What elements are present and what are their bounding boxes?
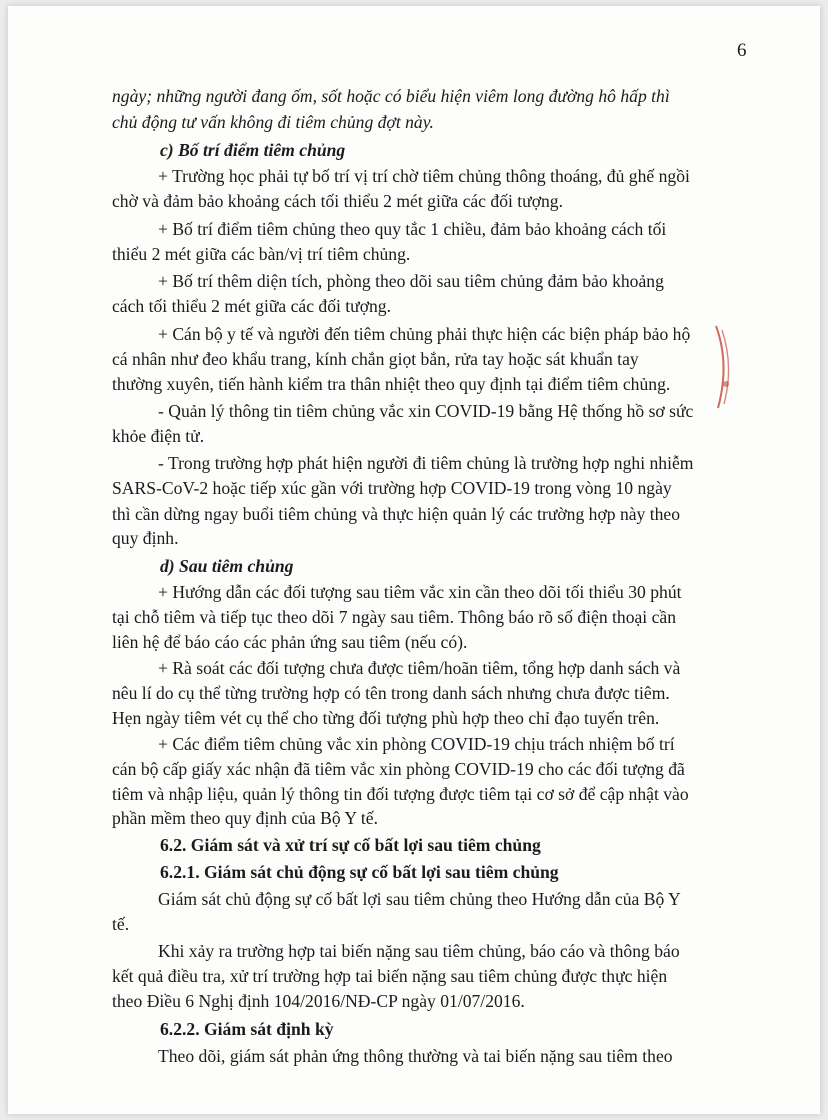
paragraph-line: quy định. (112, 528, 179, 548)
paragraph-line: - Trong trường hợp phát hiện người đi tiêm chủng là trường hợp nghi nhiễm (158, 453, 694, 473)
paragraph-line: SARS-CoV-2 hoặc tiếp xúc gần với trường hợp COVID-19 trong vòng 10 ngày (112, 478, 672, 498)
paragraph-line: Theo dõi, giám sát phản ứng thông thường và tai biến nặng sau tiêm theo (158, 1046, 673, 1066)
red-seal-stamp (712, 324, 734, 410)
paragraph-line: cán bộ cấp giấy xác nhận đã tiêm vắc xin phòng COVID-19 cho các đối tượng đã (112, 759, 685, 779)
paragraph-line: kết quả điều tra, xử trí trường hợp tai biến nặng sau tiêm chủng được thực hiện (112, 966, 668, 986)
paragraph-line: tế. (112, 914, 130, 934)
paragraph-line: thường xuyên, tiến hành kiểm tra thân nhiệt theo quy định tại điểm tiêm chủng. (112, 374, 671, 394)
subsection-heading: 6.2. Giám sát và xử trí sự cố bất lợi sau tiêm chủng (160, 835, 541, 855)
paragraph-line: Giám sát chủ động sự cố bất lợi sau tiêm chủng theo Hướng dẫn của Bộ Y (158, 889, 681, 909)
paragraph-line: Khi xảy ra trường hợp tai biến nặng sau tiêm chủng, báo cáo và thông báo (158, 941, 680, 961)
paragraph-line: ngày; những người đang ốm, sốt hoặc có biểu hiện viêm long đường hô hấp thì (112, 86, 670, 106)
paragraph-line: phần mềm theo quy định của Bộ Y tế. (112, 808, 378, 828)
paragraph-line: cách tối thiểu 2 mét giữa các đối tượng. (112, 296, 392, 316)
paragraph-line: + Cán bộ y tế và người đến tiêm chủng phải thực hiện các biện pháp bảo hộ (158, 324, 691, 344)
paragraph-line: khỏe điện tử. (112, 426, 205, 446)
subsection-heading: 6.2.1. Giám sát chủ động sự cố bất lợi sau tiêm chủng (160, 862, 559, 882)
paragraph-line: theo Điều 6 Nghị định 104/2016/NĐ-CP ngày 01/07/2016. (112, 991, 525, 1011)
paragraph-line: + Bố trí điểm tiêm chủng theo quy tắc 1 chiều, đảm bảo khoảng cách tối (158, 219, 667, 239)
paragraph-line: tại chỗ tiêm và tiếp tục theo dõi 7 ngày sau tiêm. Thông báo rõ số điện thoại cần (112, 607, 677, 627)
section-heading: c) Bố trí điểm tiêm chủng (160, 140, 346, 160)
paragraph-line: + Trường học phải tự bố trí vị trí chờ tiêm chủng thông thoáng, đủ ghế ngồi (158, 166, 690, 186)
paragraph-line: cá nhân như đeo khẩu trang, kính chắn giọt bắn, rửa tay hoặc sát khuẩn tay (112, 349, 639, 369)
paragraph-line: + Các điểm tiêm chủng vắc xin phòng COVID-19 chịu trách nhiệm bố trí (158, 734, 675, 754)
paragraph-line: chủ động tư vấn không đi tiêm chủng đợt này. (112, 112, 434, 132)
paragraph-line: tiêm và nhập liệu, quản lý thông tin đối tượng được tiêm tại cơ sở để cập nhật vào (112, 784, 689, 804)
paragraph-line: thì cần dừng ngay buổi tiêm chủng và thực hiện quản lý các trường hợp này theo (112, 504, 681, 524)
paragraph-line: + Bố trí thêm diện tích, phòng theo dõi sau tiêm chủng đảm bảo khoảng (158, 271, 664, 291)
subsection-heading: 6.2.2. Giám sát định kỳ (160, 1019, 334, 1039)
paragraph-line: nêu lí do cụ thể từng trường hợp có tên trong danh sách nhưng chưa được tiêm. (112, 683, 670, 703)
paragraph-line: - Quản lý thông tin tiêm chủng vắc xin COVID-19 bằng Hệ thống hồ sơ sức (158, 401, 694, 421)
paragraph-line: Hẹn ngày tiêm vét cụ thể cho từng đối tượng phù hợp theo chỉ đạo tuyến trên. (112, 708, 660, 728)
document-page (8, 6, 820, 1114)
paragraph-line: liên hệ để báo cáo các phản ứng sau tiêm (nếu có). (112, 632, 468, 652)
page-number: 6 (737, 40, 747, 61)
paragraph-line: + Rà soát các đối tượng chưa được tiêm/hoãn tiêm, tổng hợp danh sách và (158, 658, 681, 678)
paragraph-line: + Hướng dẫn các đối tượng sau tiêm vắc xin cần theo dõi tối thiểu 30 phút (158, 582, 682, 602)
paragraph-line: thiểu 2 mét giữa các bàn/vị trí tiêm chủng. (112, 244, 411, 264)
section-heading: d) Sau tiêm chủng (160, 556, 294, 576)
paragraph-line: chờ và đảm bảo khoảng cách tối thiểu 2 mét giữa các đối tượng. (112, 191, 563, 211)
